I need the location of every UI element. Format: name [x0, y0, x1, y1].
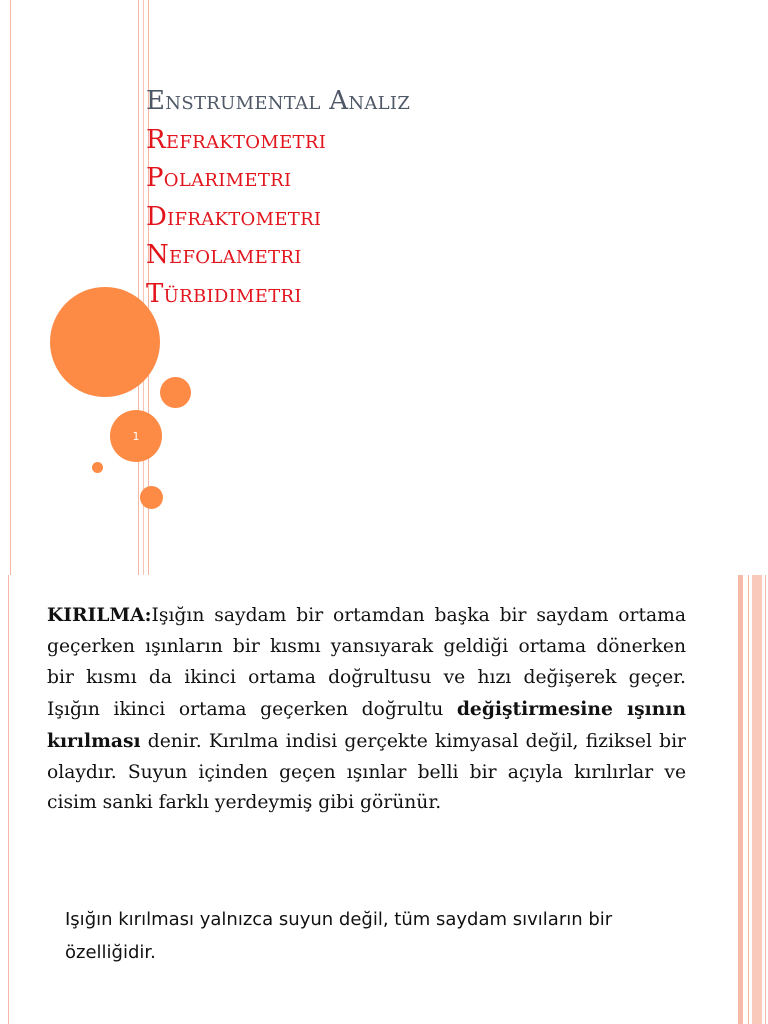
decorative-line	[10, 0, 11, 575]
decorative-stripe	[752, 575, 762, 1024]
subtitle-difraktometri: Difraktometri	[146, 201, 322, 232]
small-circle-decoration	[140, 486, 163, 509]
slide-title-text: Enstrumental Analiz	[146, 86, 411, 116]
note-text: Işığın kırılması yalnızca suyun değil, tüm saydam sıvıların bir özelliğidir.	[65, 909, 613, 963]
subtitle-nefolametri: Nefolametri	[146, 240, 302, 270]
decorative-line	[8, 575, 9, 1024]
decorative-line	[138, 0, 139, 575]
decorative-line	[748, 575, 749, 1024]
subtitle-polarimetri: Polarimetri	[146, 163, 292, 193]
paragraph-text-2: denir. Kırılma indisi gerçekte kimyasal değil, fiziksel bir olaydır. Suyun içinden geçen ışınlar belli bir açıyla kırılırlar ve cisim sanki farklı yerdeymiş gibi görünür.	[47, 730, 686, 814]
decorative-line	[765, 575, 766, 1024]
decorative-stripe	[738, 575, 743, 1024]
subtitle-refraktometri: Refraktometri	[146, 124, 327, 155]
title-block	[146, 82, 410, 313]
small-circle-decoration	[160, 377, 191, 408]
subtitle-turbidimetri: Türbidimetri	[146, 278, 302, 309]
large-circle-decoration	[50, 287, 160, 397]
kirilma-paragraph	[47, 600, 686, 819]
tiny-circle-decoration	[92, 462, 103, 473]
slide-number: 1	[132, 429, 140, 443]
paragraph-text-1: Işığın saydam bir ortamdan başka bir saydam ortama geçerken ışınların bir kısmı yansıyarak geldiği ortama dönerken bir kısmı da ikinci ortama doğrultusu ve hızı değişerek geçer. Işığın ikinci ortama geçerken doğrultu	[47, 605, 686, 720]
paragraph-bold-text: değiştirmesine ışının kırılması	[47, 697, 686, 752]
kirilma-label: KIRILMA:	[47, 604, 152, 626]
